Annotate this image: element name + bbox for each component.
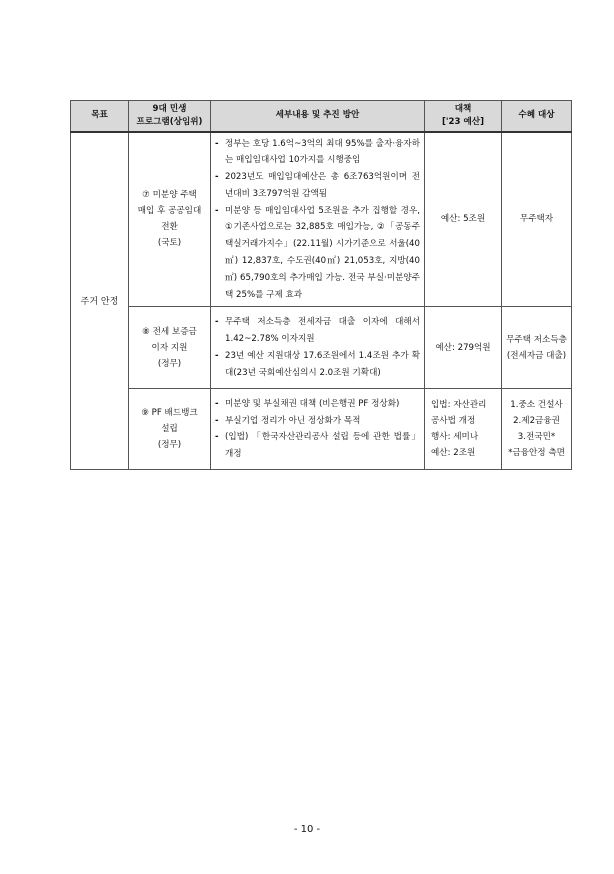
program-cell [129, 132, 211, 307]
program-line: 설립 [161, 424, 178, 435]
program-line: ⑧ 전세 보증금 [142, 326, 197, 337]
page-number: - 10 - [293, 824, 321, 835]
header-program [129, 101, 211, 132]
detail-item: - (입법) 「한국자산관리공사 설립 등에 관한 법률」 개정 [215, 429, 420, 463]
target-cell [502, 307, 572, 389]
header-detail: 세부내용 및 추진 방안 [211, 101, 425, 132]
header-program-line-2: 프로그램(상임위) [136, 116, 203, 127]
program-line: 이자 지원 [151, 342, 188, 353]
program-line: (국토) [157, 238, 182, 249]
program-line: ⑨ PF 배드뱅크 [141, 408, 198, 419]
goal-cell: 주거 안정 [71, 132, 129, 470]
target-line: *금융안정 측면 [508, 448, 565, 459]
detail-item: - 미분양 및 부실채권 대책 (비은행권 PF 정상화) [215, 396, 420, 413]
program-cell [129, 389, 211, 470]
target-line: 1.중소 건설사 [510, 400, 563, 411]
budget-line: 예산: 279억원 [435, 342, 491, 353]
detail-list [215, 136, 420, 304]
table-header-row [71, 101, 572, 132]
target-line: 무주택 저소득층 [506, 334, 567, 345]
detail-item: - 23년 예산 지원대상 17.6조원에서 1.4조원 추가 확대(23년 국회예산심의시 2.0조원 기확대) [215, 348, 420, 382]
header-budget-line-2: ['23 예산] [441, 116, 485, 127]
budget-line: 공사법 개정 [431, 416, 476, 427]
detail-item: - 무주택 저소득층 전세자금 대출 이자에 대해서 1.42~2.78% 이자지원 [215, 314, 420, 348]
header-target: 수혜 대상 [502, 101, 572, 132]
target-line: 무주택자 [519, 214, 554, 225]
budget-line: 입법: 자산관리 [431, 400, 487, 411]
table-row [71, 307, 572, 389]
header-goal: 목표 [71, 101, 129, 132]
header-program-line-1: 9대 민생 [152, 103, 187, 114]
budget-line: 행사: 세미나 [431, 432, 479, 443]
target-line: (전세자금 대출) [506, 350, 567, 361]
program-cell [129, 307, 211, 389]
program-line: (정무) [157, 440, 182, 451]
program-line: ⑦ 미분양 주택 [142, 190, 197, 201]
target-cell [502, 389, 572, 470]
detail-item: - 2023년도 매입임대예산은 총 6조763억원이며 전년대비 3조797억원 감액됨 [215, 169, 420, 203]
detail-item: - 정부는 호당 1.6억~3억의 최대 95%를 출자·융자하는 매입임대사업 10가지를 시행중임 [215, 136, 420, 170]
table-row [71, 132, 572, 307]
target-line: 2.제2금융권 [513, 416, 560, 427]
detail-list [215, 396, 420, 463]
policy-table [70, 100, 572, 470]
detail-list [215, 314, 420, 381]
detail-item: - 미분양 등 매입임대사업 5조원을 추가 집행할 경우, ①기존사업으로는 32,885호 매입가능, ②「공동주택실거래가지수」(22.11월) 시가기준으로 서울(40㎡) 12,837호, 수도권(40㎡) 21,053호, 지방(40㎡) 65,790호의 추가매입 가능. 전국 부실·미분양주택 25%를 구제 효과 [215, 203, 420, 304]
program-line: 매입 후 공공임대 [137, 206, 202, 217]
table-row [71, 389, 572, 470]
detail-cell [211, 307, 425, 389]
header-budget [425, 101, 502, 132]
budget-line: 예산: 2조원 [431, 448, 476, 459]
budget-cell [425, 132, 502, 307]
detail-item: - 부실기업 정리가 아닌 정상화가 목적 [215, 413, 420, 430]
program-line: (정무) [157, 358, 182, 369]
detail-cell [211, 132, 425, 307]
budget-cell [425, 389, 502, 470]
target-cell [502, 132, 572, 307]
detail-cell [211, 389, 425, 470]
target-line: 3.전국민* [517, 432, 556, 443]
program-line: 전환 [161, 222, 178, 233]
budget-line: 예산: 5조원 [440, 214, 486, 225]
budget-cell [425, 307, 502, 389]
header-budget-line-1: 대책 [454, 103, 472, 114]
